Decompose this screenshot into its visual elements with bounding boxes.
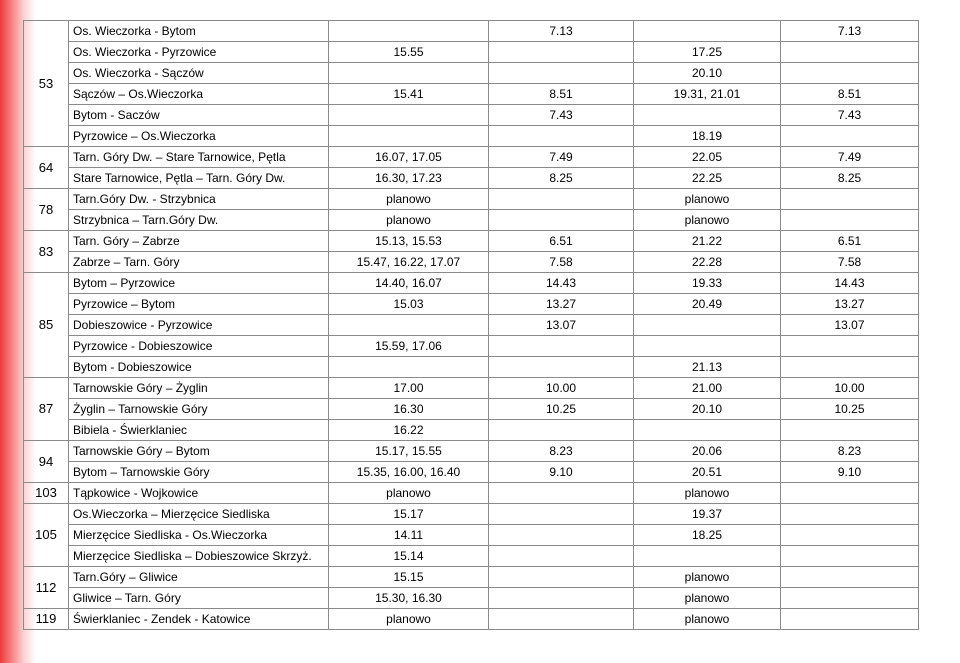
time-cell-c3: 20.49 xyxy=(634,294,781,315)
time-cell-c1: 15.03 xyxy=(329,294,489,315)
table-row xyxy=(24,168,919,189)
table-row xyxy=(24,609,919,630)
time-cell-c2 xyxy=(489,525,634,546)
table-row xyxy=(24,525,919,546)
route-cell: Bytom - Dobieszowice xyxy=(69,357,329,378)
table-row xyxy=(24,147,919,168)
time-cell-c2 xyxy=(489,588,634,609)
time-cell-c4 xyxy=(781,189,919,210)
route-cell: Tarn. Góry – Zabrze xyxy=(69,231,329,252)
route-cell: Tarn.Góry – Gliwice xyxy=(69,567,329,588)
time-cell-c4: 7.49 xyxy=(781,147,919,168)
time-cell-c1: 16.07, 17.05 xyxy=(329,147,489,168)
route-cell: Os. Wieczorka - Bytom xyxy=(69,21,329,42)
table-row xyxy=(24,357,919,378)
time-cell-c2 xyxy=(489,210,634,231)
time-cell-c4: 8.23 xyxy=(781,441,919,462)
time-cell-c1 xyxy=(329,63,489,84)
time-cell-c4: 13.07 xyxy=(781,315,919,336)
time-cell-c1: 16.30, 17.23 xyxy=(329,168,489,189)
time-cell-c1: 15.17 xyxy=(329,504,489,525)
route-cell: Sączów – Os.Wieczorka xyxy=(69,84,329,105)
time-cell-c1 xyxy=(329,357,489,378)
table-row xyxy=(24,399,919,420)
time-cell-c1: 15.35, 16.00, 16.40 xyxy=(329,462,489,483)
time-cell-c4: 7.58 xyxy=(781,252,919,273)
time-cell-c2 xyxy=(489,336,634,357)
table-row xyxy=(24,504,919,525)
time-cell-c4: 8.51 xyxy=(781,84,919,105)
line-number: 64 xyxy=(24,147,69,189)
table-row xyxy=(24,441,919,462)
route-cell: Tąpkowice - Wojkowice xyxy=(69,483,329,504)
line-number: 103 xyxy=(24,483,69,504)
time-cell-c2 xyxy=(489,126,634,147)
route-cell: Bytom – Tarnowskie Góry xyxy=(69,462,329,483)
time-cell-c1: 15.41 xyxy=(329,84,489,105)
time-cell-c3: 22.25 xyxy=(634,168,781,189)
time-cell-c4: 10.00 xyxy=(781,378,919,399)
table-row xyxy=(24,420,919,441)
time-cell-c3: planowo xyxy=(634,609,781,630)
time-cell-c3: 21.00 xyxy=(634,378,781,399)
schedule-body xyxy=(24,21,919,630)
route-cell: Tarnowskie Góry – Żyglin xyxy=(69,378,329,399)
route-cell: Tarnowskie Góry – Bytom xyxy=(69,441,329,462)
time-cell-c1: 15.14 xyxy=(329,546,489,567)
table-row xyxy=(24,231,919,252)
time-cell-c3: 20.51 xyxy=(634,462,781,483)
time-cell-c2: 7.49 xyxy=(489,147,634,168)
time-cell-c3: 20.06 xyxy=(634,441,781,462)
line-number: 87 xyxy=(24,378,69,441)
route-cell: Stare Tarnowice, Pętla – Tarn. Góry Dw. xyxy=(69,168,329,189)
time-cell-c1: 15.13, 15.53 xyxy=(329,231,489,252)
time-cell-c3: 20.10 xyxy=(634,399,781,420)
time-cell-c4 xyxy=(781,63,919,84)
time-cell-c1: planowo xyxy=(329,189,489,210)
time-cell-c3: planowo xyxy=(634,483,781,504)
time-cell-c4: 14.43 xyxy=(781,273,919,294)
time-cell-c2 xyxy=(489,546,634,567)
time-cell-c3 xyxy=(634,21,781,42)
time-cell-c1: 15.17, 15.55 xyxy=(329,441,489,462)
time-cell-c4: 13.27 xyxy=(781,294,919,315)
time-cell-c1: planowo xyxy=(329,483,489,504)
time-cell-c4: 7.43 xyxy=(781,105,919,126)
time-cell-c2: 7.43 xyxy=(489,105,634,126)
time-cell-c2: 8.25 xyxy=(489,168,634,189)
line-number: 105 xyxy=(24,504,69,567)
time-cell-c1: 14.11 xyxy=(329,525,489,546)
schedule-table xyxy=(23,20,919,630)
table-row xyxy=(24,189,919,210)
route-cell: Bytom – Pyrzowice xyxy=(69,273,329,294)
time-cell-c4 xyxy=(781,210,919,231)
time-cell-c1: planowo xyxy=(329,609,489,630)
line-number: 85 xyxy=(24,273,69,378)
time-cell-c2 xyxy=(489,420,634,441)
line-number: 119 xyxy=(24,609,69,630)
time-cell-c4 xyxy=(781,420,919,441)
time-cell-c1: 15.47, 16.22, 17.07 xyxy=(329,252,489,273)
table-row xyxy=(24,84,919,105)
time-cell-c2 xyxy=(489,609,634,630)
time-cell-c2: 13.27 xyxy=(489,294,634,315)
time-cell-c4 xyxy=(781,336,919,357)
time-cell-c3: 21.22 xyxy=(634,231,781,252)
time-cell-c2 xyxy=(489,42,634,63)
time-cell-c4 xyxy=(781,567,919,588)
time-cell-c3: 18.19 xyxy=(634,126,781,147)
time-cell-c4 xyxy=(781,588,919,609)
time-cell-c1: 15.59, 17.06 xyxy=(329,336,489,357)
time-cell-c2: 6.51 xyxy=(489,231,634,252)
time-cell-c4 xyxy=(781,546,919,567)
route-cell: Tarn.Góry Dw. - Strzybnica xyxy=(69,189,329,210)
time-cell-c2 xyxy=(489,567,634,588)
time-cell-c3: 17.25 xyxy=(634,42,781,63)
time-cell-c4 xyxy=(781,42,919,63)
time-cell-c4: 8.25 xyxy=(781,168,919,189)
time-cell-c3: 19.33 xyxy=(634,273,781,294)
time-cell-c2 xyxy=(489,357,634,378)
time-cell-c3: 22.28 xyxy=(634,252,781,273)
time-cell-c2: 8.23 xyxy=(489,441,634,462)
route-cell: Tarn. Góry Dw. – Stare Tarnowice, Pętla xyxy=(69,147,329,168)
table-row xyxy=(24,63,919,84)
time-cell-c4 xyxy=(781,357,919,378)
time-cell-c2: 13.07 xyxy=(489,315,634,336)
time-cell-c1: 17.00 xyxy=(329,378,489,399)
time-cell-c3: 22.05 xyxy=(634,147,781,168)
route-cell: Pyrzowice - Dobieszowice xyxy=(69,336,329,357)
time-cell-c3: planowo xyxy=(634,189,781,210)
time-cell-c1: 14.40, 16.07 xyxy=(329,273,489,294)
table-row xyxy=(24,42,919,63)
time-cell-c4 xyxy=(781,609,919,630)
time-cell-c4: 7.13 xyxy=(781,21,919,42)
route-cell: Świerklaniec - Zendek - Katowice xyxy=(69,609,329,630)
table-row xyxy=(24,588,919,609)
table-row xyxy=(24,315,919,336)
time-cell-c2 xyxy=(489,189,634,210)
time-cell-c1: 15.15 xyxy=(329,567,489,588)
time-cell-c3 xyxy=(634,105,781,126)
time-cell-c4: 9.10 xyxy=(781,462,919,483)
time-cell-c1: 16.22 xyxy=(329,420,489,441)
route-cell: Dobieszowice - Pyrzowice xyxy=(69,315,329,336)
route-cell: Mierzęcice Siedliska - Os.Wieczorka xyxy=(69,525,329,546)
time-cell-c3: 21.13 xyxy=(634,357,781,378)
table-row xyxy=(24,294,919,315)
table-row xyxy=(24,567,919,588)
time-cell-c2 xyxy=(489,63,634,84)
route-cell: Pyrzowice – Os.Wieczorka xyxy=(69,126,329,147)
time-cell-c2: 14.43 xyxy=(489,273,634,294)
table-row xyxy=(24,252,919,273)
table-row xyxy=(24,462,919,483)
route-cell: Żyglin – Tarnowskie Góry xyxy=(69,399,329,420)
time-cell-c3 xyxy=(634,546,781,567)
route-cell: Os. Wieczorka - Pyrzowice xyxy=(69,42,329,63)
time-cell-c3: 19.37 xyxy=(634,504,781,525)
route-cell: Os.Wieczorka – Mierzęcice Siedliska xyxy=(69,504,329,525)
time-cell-c2: 10.00 xyxy=(489,378,634,399)
time-cell-c4 xyxy=(781,525,919,546)
line-number: 78 xyxy=(24,189,69,231)
time-cell-c1 xyxy=(329,126,489,147)
time-cell-c1 xyxy=(329,105,489,126)
line-number: 83 xyxy=(24,231,69,273)
time-cell-c4 xyxy=(781,126,919,147)
line-number: 112 xyxy=(24,567,69,609)
time-cell-c3 xyxy=(634,315,781,336)
table-row xyxy=(24,210,919,231)
time-cell-c4 xyxy=(781,483,919,504)
time-cell-c3: planowo xyxy=(634,210,781,231)
time-cell-c1 xyxy=(329,21,489,42)
route-cell: Mierzęcice Siedliska – Dobieszowice Skrzyż. xyxy=(69,546,329,567)
time-cell-c4: 10.25 xyxy=(781,399,919,420)
table-row xyxy=(24,126,919,147)
time-cell-c3: planowo xyxy=(634,588,781,609)
time-cell-c4: 6.51 xyxy=(781,231,919,252)
line-number: 53 xyxy=(24,21,69,147)
route-cell: Pyrzowice – Bytom xyxy=(69,294,329,315)
time-cell-c1: 15.30, 16.30 xyxy=(329,588,489,609)
table-row xyxy=(24,483,919,504)
time-cell-c2 xyxy=(489,504,634,525)
table-row xyxy=(24,21,919,42)
time-cell-c2: 8.51 xyxy=(489,84,634,105)
time-cell-c1: 15.55 xyxy=(329,42,489,63)
line-number: 94 xyxy=(24,441,69,483)
time-cell-c3: 19.31, 21.01 xyxy=(634,84,781,105)
time-cell-c1: 16.30 xyxy=(329,399,489,420)
time-cell-c2: 10.25 xyxy=(489,399,634,420)
route-cell: Strzybnica – Tarn.Góry Dw. xyxy=(69,210,329,231)
route-cell: Gliwice – Tarn. Góry xyxy=(69,588,329,609)
route-cell: Zabrze – Tarn. Góry xyxy=(69,252,329,273)
time-cell-c2: 7.13 xyxy=(489,21,634,42)
route-cell: Bytom - Saczów xyxy=(69,105,329,126)
time-cell-c3 xyxy=(634,336,781,357)
route-cell: Bibiela - Świerklaniec xyxy=(69,420,329,441)
table-row xyxy=(24,336,919,357)
table-row xyxy=(24,105,919,126)
time-cell-c3: planowo xyxy=(634,567,781,588)
time-cell-c1 xyxy=(329,315,489,336)
time-cell-c2: 7.58 xyxy=(489,252,634,273)
time-cell-c2: 9.10 xyxy=(489,462,634,483)
time-cell-c3: 18.25 xyxy=(634,525,781,546)
time-cell-c1: planowo xyxy=(329,210,489,231)
time-cell-c2 xyxy=(489,483,634,504)
table-row xyxy=(24,546,919,567)
time-cell-c3: 20.10 xyxy=(634,63,781,84)
route-cell: Os. Wieczorka - Sączów xyxy=(69,63,329,84)
time-cell-c4 xyxy=(781,504,919,525)
table-row xyxy=(24,378,919,399)
time-cell-c3 xyxy=(634,420,781,441)
table-row xyxy=(24,273,919,294)
